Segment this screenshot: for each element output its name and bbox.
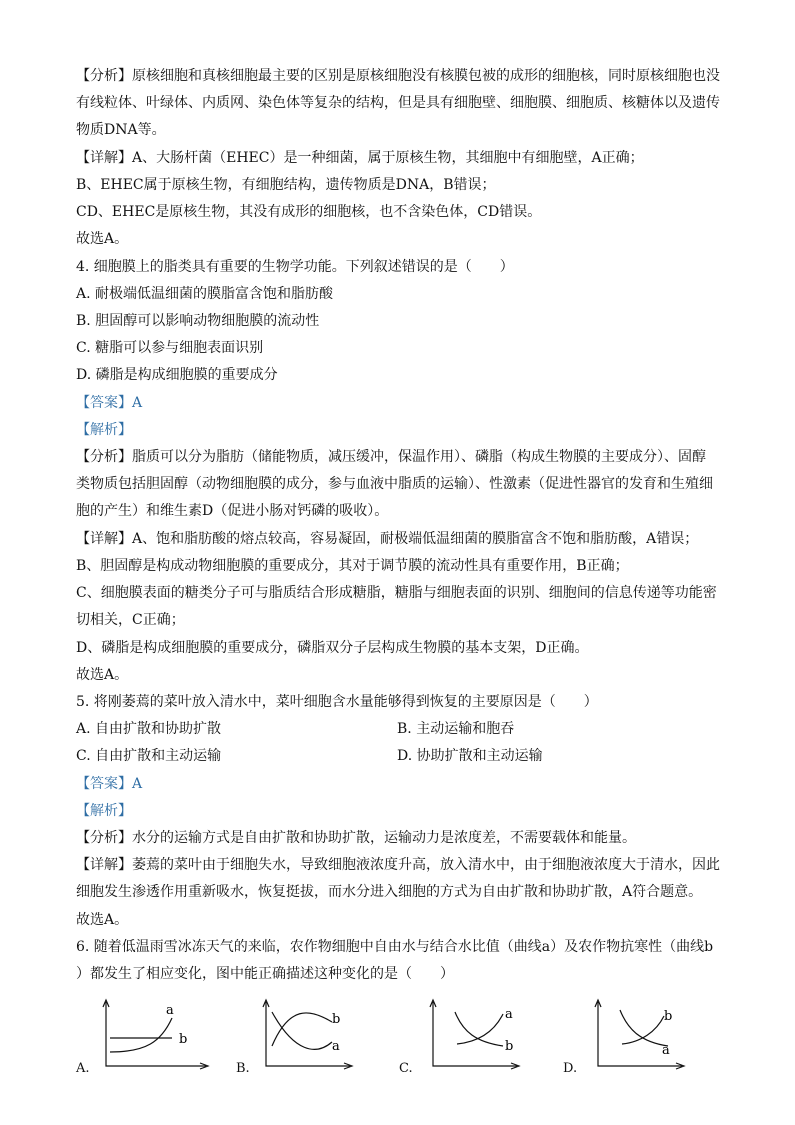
q6-graph-d [586,996,746,1076]
q6-graph-c [421,996,581,1076]
q6-graph-b [254,996,414,1076]
curve-a-label: a [166,1003,174,1018]
q5-conclusion: 故选A。 [76,912,129,928]
q4-answer: 【答案】A [76,395,143,411]
q4-option-b: B. 胆固醇可以影响动物细胞膜的流动性 [76,313,320,329]
q5-detail-line-2: 细胞发生渗透作用重新吸水，恢复挺拔，而水分进入细胞的方式为自由扩散和协助扩散，A符合题意。 [76,884,703,900]
curve-a [110,1018,172,1052]
q6-stem-line-1: 6. 随着低温雨雪冰冻天气的来临，农作物细胞中自由水与结合水比值（曲线a）及农作物抗寒性（曲线b [76,939,714,955]
q4-option-c: C. 糖脂可以参与细胞表面识别 [76,340,264,356]
q3-analysis-line-3: 物质DNA等。 [76,122,166,138]
q4-detail-line-1: 【详解】A、饱和脂肪酸的熔点较高，容易凝固，耐极端低温细菌的膜脂富含不饱和脂肪酸，A错误； [76,531,699,547]
curve-b-label: b [332,1012,341,1027]
curve-b-label: b [664,1009,673,1024]
q4-jiexi-heading: 【解析】 [76,422,132,438]
q3-detail-line-3: CD、EHEC是原核生物，其没有成形的细胞核，也不含染色体，CD错误。 [76,204,542,220]
q6-stem-line-2: ）都发生了相应变化，图中能正确描述这种变化的是（ ） [76,966,454,982]
q6-graph-a [96,996,256,1076]
curve-b [622,1016,664,1044]
q5-analysis-line-1: 【分析】水分的运输方式是自由扩散和协助扩散，运输动力是浓度差，不需要载体和能量。 [76,830,636,846]
q6-option-d-label: D. [563,1061,578,1076]
q4-detail-line-5: D、磷脂是构成细胞膜的重要成分，磷脂双分子层构成生物膜的基本支架，D正确。 [76,640,589,656]
q4-stem: 4. 细胞膜上的脂类具有重要的生物学功能。下列叙述错误的是（ ） [76,259,514,275]
q4-option-d: D. 磷脂是构成细胞膜的重要成分 [76,367,278,383]
q5-detail-line-1: 【详解】萎蔫的菜叶由于细胞失水，导致细胞液浓度升高，放入清水中，由于细胞液浓度大于清水，因此 [76,857,720,873]
q3-analysis-line-2: 有线粒体、叶绿体、内质网、染色体等复杂的结构，但是具有细胞壁、细胞膜、细胞质、核糖体以及遗传 [76,95,720,111]
curve-a-label: a [662,1043,670,1058]
q6-option-c-label: C. [399,1061,413,1076]
q3-conclusion: 故选A。 [76,231,129,247]
curve-b-label: b [179,1032,188,1047]
q5-stem: 5. 将刚萎蔫的菜叶放入清水中，菜叶细胞含水量能够得到恢复的主要原因是（ ） [76,694,598,710]
q5-option-b: B. 主动运输和胞吞 [397,721,515,737]
q4-detail-line-3: C、细胞膜表面的糖类分子可与脂质结合形成糖脂，糖脂与细胞表面的识别、细胞间的信息传递等功能密 [76,585,717,601]
curve-b [272,1013,332,1046]
curve-a-label: a [505,1007,513,1022]
curve-a-label: a [332,1039,340,1054]
q6-option-b-label: B. [236,1061,250,1076]
axes [106,1002,206,1066]
q5-option-c: C. 自由扩散和主动运输 [76,748,222,764]
q5-jiexi-heading: 【解析】 [76,803,132,819]
q5-answer: 【答案】A [76,776,143,792]
q4-conclusion: 故选A。 [76,667,129,683]
q4-option-a: A. 耐极端低温细菌的膜脂富含饱和脂肪酸 [76,286,334,302]
q4-analysis-line-3: 胞的产生）和维生素D（促进小肠对钙磷的吸收）。 [76,503,389,519]
q4-analysis-line-2: 类物质包括胆固醇（动物细胞膜的成分，参与血液中脂质的运输）、性激素（促进性器官的发育和生殖细 [76,476,713,492]
q4-detail-line-4: 切相关，C正确； [76,612,185,628]
q5-option-a: A. 自由扩散和协助扩散 [76,721,222,737]
q3-detail-line-2: B、EHEC属于原核生物，有细胞结构，遗传物质是DNA，B错误； [76,177,496,193]
q5-option-d: D. 协助扩散和主动运输 [397,748,543,764]
curve-a [620,1010,668,1046]
q3-analysis-line-1: 【分析】原核细胞和真核细胞最主要的区别是原核细胞没有核膜包被的成形的细胞核，同时原核细胞也没 [76,68,720,84]
q4-analysis-line-1: 【分析】脂质可以分为脂肪（储能物质，减压缓冲，保温作用）、磷脂（构成生物膜的主要成分）、固醇 [76,449,706,465]
q6-option-a-label: A. [76,1061,90,1076]
curve-b [455,1012,503,1046]
curve-b-label: b [505,1039,514,1054]
q3-detail-line-1: 【详解】A、大肠杆菌（EHEC）是一种细菌，属于原核生物，其细胞中有细胞壁，A正确； [76,150,644,166]
q4-detail-line-2: B、胆固醇是构成动物细胞膜的重要成分，其对于调节膜的流动性具有重要作用，B正确； [76,558,629,574]
